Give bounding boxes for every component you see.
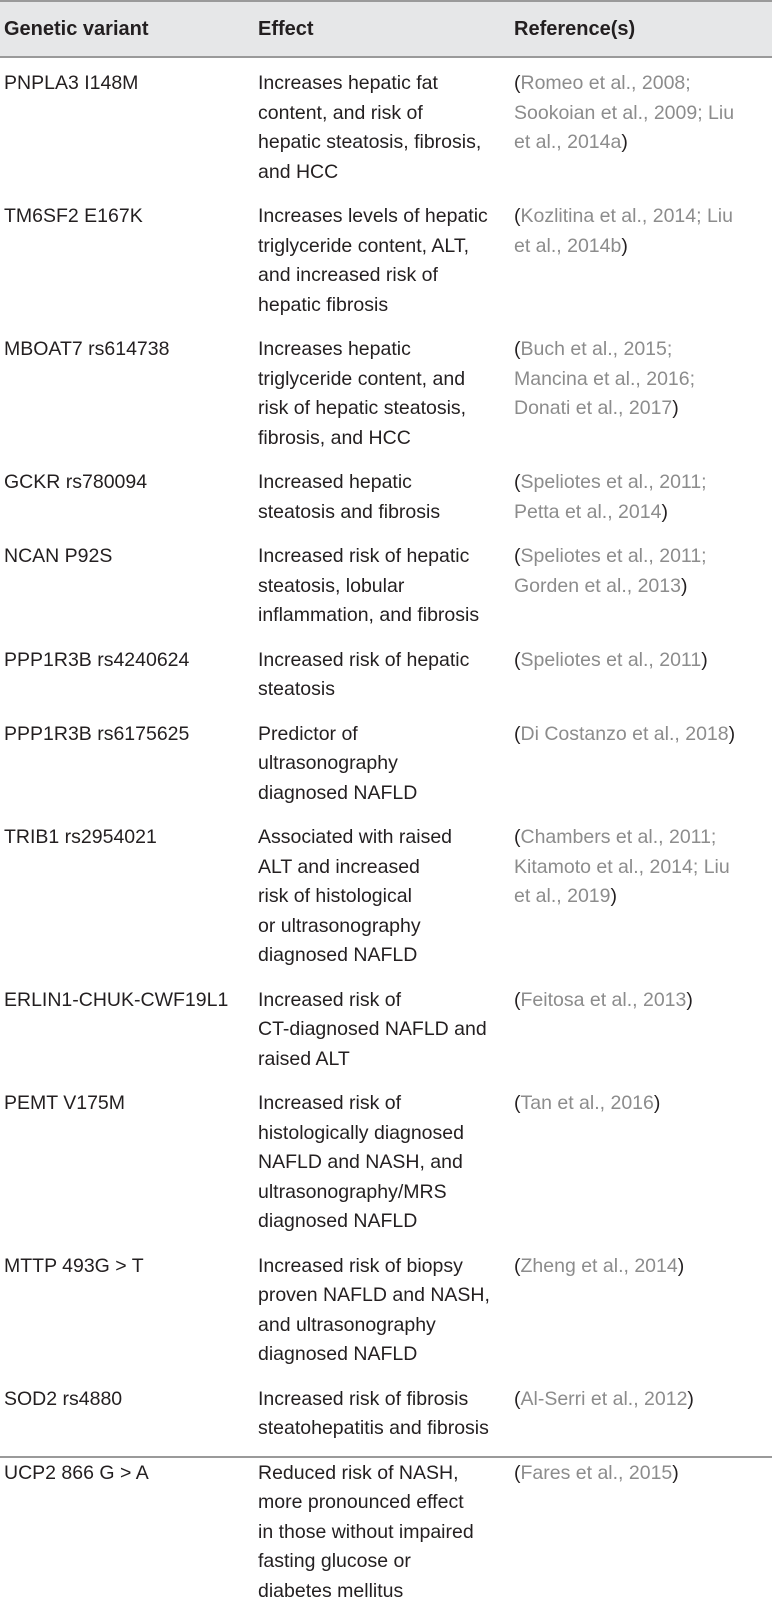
variant-cell: PNPLA3 I148M	[4, 69, 256, 99]
reference-cell: (Al-Serri et al., 2012)	[514, 1385, 772, 1415]
variant-cell: PEMT V175M	[4, 1089, 256, 1119]
reference-cell: (Romeo et al., 2008; Sookoian et al., 2009; Liu et al., 2014a)	[514, 69, 772, 158]
reference-link[interactable]: Tan et al., 2016	[521, 1092, 654, 1114]
reference-link[interactable]: Al-Serri et al., 2012	[521, 1388, 688, 1410]
reference-cell: (Buch et al., 2015; Mancina et al., 2016; Donati et al., 2017)	[514, 335, 772, 424]
effect-cell: Increased risk of fibrosis steatohepatitis and fibrosis	[258, 1385, 514, 1444]
reference-link[interactable]: Speliotes et al., 2011; Gorden et al., 2013	[514, 545, 707, 597]
table-row	[0, 711, 772, 815]
reference-cell: (Speliotes et al., 2011)	[514, 646, 772, 676]
reference-cell: (Chambers et al., 2011; Kitamoto et al., 2014; Liu et al., 2019)	[514, 823, 772, 912]
reference-cell: (Tan et al., 2016)	[514, 1089, 772, 1119]
table-row	[0, 60, 772, 193]
reference-link[interactable]: Di Costanzo et al., 2018	[521, 723, 729, 745]
table-row	[0, 533, 772, 637]
reference-link[interactable]: Speliotes et al., 2011; Petta et al., 2014	[514, 471, 707, 523]
effect-cell: Increased risk of hepatic steatosis, lobular inflammation, and fibrosis	[258, 542, 514, 631]
reference-cell: (Feitosa et al., 2013)	[514, 986, 772, 1016]
reference-cell: (Zheng et al., 2014)	[514, 1252, 772, 1282]
effect-cell: Associated with raised ALT and increased risk of histological or ultrasonography diagnosed NAFLD	[258, 823, 514, 971]
variant-cell: SOD2 rs4880	[4, 1385, 256, 1415]
table-row	[0, 637, 772, 711]
effect-cell: Increases hepatic fat content, and risk of hepatic steatosis, fibrosis, and HCC	[258, 69, 514, 187]
reference-link[interactable]: Feitosa et al., 2013	[521, 989, 687, 1011]
variant-cell: UCP2 866 G > A	[4, 1459, 256, 1489]
header-genetic-variant: Genetic variant	[4, 17, 149, 41]
reference-cell: (Speliotes et al., 2011; Petta et al., 2014)	[514, 468, 772, 527]
table-row	[0, 814, 772, 977]
effect-cell: Increases hepatic triglyceride content, and risk of hepatic steatosis, fibrosis, and HCC	[258, 335, 514, 453]
reference-cell: (Kozlitina et al., 2014; Liu et al., 2014b)	[514, 202, 772, 261]
effect-cell: Increased risk of CT-diagnosed NAFLD and raised ALT	[258, 986, 514, 1075]
table-row	[0, 1243, 772, 1376]
effect-cell: Predictor of ultrasonography diagnosed NAFLD	[258, 720, 514, 809]
effect-cell: Increased risk of biopsy proven NAFLD and NASH, and ultrasonography diagnosed NAFLD	[258, 1252, 514, 1370]
table-bottom-rule	[0, 1456, 772, 1458]
reference-cell: (Fares et al., 2015)	[514, 1459, 772, 1489]
table-header	[0, 0, 772, 58]
table-row	[0, 1376, 772, 1450]
reference-link[interactable]: Zheng et al., 2014	[521, 1255, 678, 1277]
header-references: Reference(s)	[514, 17, 635, 41]
table-row	[0, 459, 772, 533]
variant-cell: NCAN P92S	[4, 542, 256, 572]
table-body	[0, 60, 772, 1612]
table-row	[0, 1450, 772, 1612]
variant-cell: PPP1R3B rs4240624	[4, 646, 256, 676]
variant-cell: ERLIN1-CHUK-CWF19L1	[4, 986, 256, 1016]
reference-cell: (Speliotes et al., 2011; Gorden et al., 2013)	[514, 542, 772, 601]
variant-cell: MTTP 493G > T	[4, 1252, 256, 1282]
reference-link[interactable]: Fares et al., 2015	[521, 1462, 673, 1484]
effect-cell: Increased risk of histologically diagnosed NAFLD and NASH, and ultrasonography/MRS diagnosed NAFLD	[258, 1089, 514, 1237]
effect-cell: Reduced risk of NASH, more pronounced effect in those without impaired fasting glucose or diabetes mellitus	[258, 1459, 514, 1607]
variant-cell: PPP1R3B rs6175625	[4, 720, 256, 750]
table-row	[0, 977, 772, 1081]
header-effect: Effect	[258, 17, 314, 41]
effect-cell: Increased risk of hepatic steatosis	[258, 646, 514, 705]
table-row	[0, 193, 772, 326]
variant-cell: MBOAT7 rs614738	[4, 335, 256, 365]
effect-cell: Increased hepatic steatosis and fibrosis	[258, 468, 514, 527]
effect-cell: Increases levels of hepatic triglyceride content, ALT, and increased risk of hepatic fibrosis	[258, 202, 514, 320]
reference-link[interactable]: Buch et al., 2015; Mancina et al., 2016; Donati et al., 2017	[514, 338, 695, 419]
table-row	[0, 326, 772, 459]
reference-link[interactable]: Speliotes et al., 2011	[521, 649, 702, 671]
reference-link[interactable]: Chambers et al., 2011; Kitamoto et al., 2014; Liu et al., 2019	[514, 826, 730, 907]
variant-cell: TM6SF2 E167K	[4, 202, 256, 232]
reference-link[interactable]: Kozlitina et al., 2014; Liu et al., 2014b	[514, 205, 733, 257]
reference-link[interactable]: Romeo et al., 2008; Sookoian et al., 2009; Liu et al., 2014a	[514, 72, 734, 153]
variant-cell: GCKR rs780094	[4, 468, 256, 498]
variant-cell: TRIB1 rs2954021	[4, 823, 256, 853]
reference-cell: (Di Costanzo et al., 2018)	[514, 720, 772, 750]
table-row	[0, 1080, 772, 1243]
